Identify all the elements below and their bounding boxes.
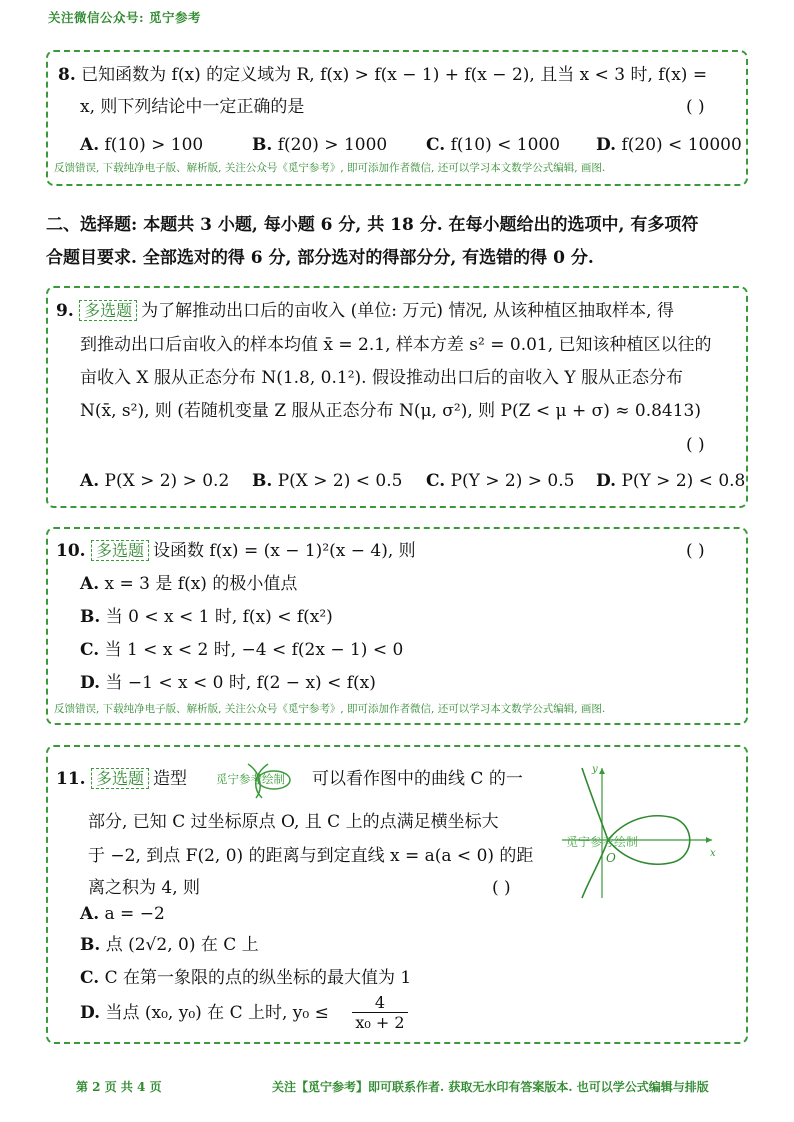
curve-c-upper-branch xyxy=(582,768,608,840)
q8-feedback-note: 反馈错误, 下载纯净电子版、解析版, 关注公众号《觅宁参考》, 即可添加作者微信, 还可以学习本文数学公式编辑, 画图. xyxy=(54,162,606,174)
option-text: P(Y > 2) > 0.5 xyxy=(450,471,575,491)
y-axis-arrow xyxy=(599,768,605,774)
q9-line2: 到推动出口后亩收入的样本均值 x̄ = 2.1, 样本方差 s² = 0.01, 已知该种植区以往的 xyxy=(80,335,712,355)
option-label: A. xyxy=(80,471,100,491)
q11-option-d-fraction xyxy=(352,994,408,1033)
q9-number: 9. xyxy=(56,301,74,321)
option-text: f(20) > 1000 xyxy=(277,135,388,155)
option-text: C 在第一象限的点的纵坐标的最大值为 1 xyxy=(104,968,412,988)
option-label: D. xyxy=(80,1003,101,1023)
q9-paren: ( ) xyxy=(686,435,705,455)
y-axis-label: y xyxy=(592,764,598,775)
q11-option-d[interactable] xyxy=(80,1002,329,1024)
q9-stem-1: 为了解推动出口后的亩收入 (单位: 万元) 情况, 从该种植区抽取样本, 得 xyxy=(141,301,674,321)
option-text: P(Y > 2) < 0.8 xyxy=(621,471,746,491)
option-label: C. xyxy=(80,640,100,660)
q11-line3: 于 −2, 到点 F(2, 0) 的距离与到定直线 x = a(a < 0) 的距 xyxy=(88,846,534,866)
option-label: B. xyxy=(80,935,101,955)
option-text: 当 −1 < x < 0 时, f(2 − x) < f(x) xyxy=(105,673,376,693)
logo-watermark-text: 觅宁参考绘制 xyxy=(216,772,285,786)
q11-line1 xyxy=(56,768,187,790)
q9-option-c[interactable] xyxy=(426,470,574,492)
option-text: f(20) < 10000 xyxy=(621,135,742,155)
curve-c-figure xyxy=(560,760,740,900)
q10-option-d[interactable] xyxy=(80,672,376,694)
option-label: A. xyxy=(80,574,100,594)
option-label: B. xyxy=(252,135,273,155)
q8-stem-1: 已知函数为 f(x) 的定义域为 R, f(x) > f(x − 1) + f(x − 2), 且当 x < 3 时, f(x) = xyxy=(81,65,708,85)
option-text: f(10) > 100 xyxy=(104,135,204,155)
option-text: 当 0 < x < 1 时, f(x) < f(x²) xyxy=(105,607,333,627)
q9-line4: N(x̄, s²), 则 (若随机变量 Z 服从正态分布 N(μ, σ²), 则 P(Z < μ + σ) ≈ 0.8413) xyxy=(80,401,702,421)
option-label: C. xyxy=(426,471,446,491)
option-label: D. xyxy=(596,135,617,155)
option-text: f(10) < 1000 xyxy=(450,135,561,155)
q10-feedback-note: 反馈错误, 下载纯净电子版、解析版, 关注公众号《觅宁参考》, 即可添加作者微信, 还可以学习本文数学公式编辑, 画图. xyxy=(54,703,606,715)
option-label: C. xyxy=(426,135,446,155)
q9-option-d[interactable] xyxy=(596,470,745,492)
q10-line1 xyxy=(56,540,416,562)
q10-option-b[interactable] xyxy=(80,606,333,628)
fraction-numerator: 4 xyxy=(352,994,408,1013)
q11-option-a[interactable] xyxy=(80,903,165,925)
option-label: A. xyxy=(80,135,100,155)
q11-paren: ( ) xyxy=(492,878,511,898)
option-text: x = 3 是 f(x) 的极小值点 xyxy=(104,574,298,594)
q8-option-a[interactable] xyxy=(80,134,203,156)
option-text: 点 (2√2, 0) 在 C 上 xyxy=(105,935,259,955)
option-text: 当点 (x₀, y₀) 在 C 上时, y₀ ≤ xyxy=(105,1003,329,1023)
q8-line2: x, 则下列结论中一定正确的是 xyxy=(80,97,305,117)
q8-option-d[interactable] xyxy=(596,134,742,156)
option-text: 当 1 < x < 2 时, −4 < f(2x − 1) < 0 xyxy=(104,640,404,660)
q9-line1 xyxy=(56,300,674,322)
q11-stem-1a: 造型 xyxy=(153,769,187,789)
q10-stem: 设函数 f(x) = (x − 1)²(x − 4), 则 xyxy=(153,541,416,561)
footer-page-number: 第 2 页 共 4 页 xyxy=(76,1080,162,1094)
option-label: D. xyxy=(596,471,617,491)
q11-number: 11. xyxy=(56,769,86,789)
q8-paren: ( ) xyxy=(686,97,705,117)
option-label: C. xyxy=(80,968,100,988)
x-axis-label: x xyxy=(710,848,716,859)
option-label: B. xyxy=(252,471,273,491)
section2-line2: 合题目要求. 全部选对的得 6 分, 部分选对的得部分分, 有选错的得 0 分. xyxy=(46,248,594,268)
multi-choice-tag: 多选题 xyxy=(91,768,149,789)
fraction-denominator: x₀ + 2 xyxy=(355,1013,405,1032)
q8-option-c[interactable] xyxy=(426,134,560,156)
option-label: B. xyxy=(80,607,101,627)
q11-line2: 部分, 已知 C 过坐标原点 O, 且 C 上的点满足横坐标大 xyxy=(88,812,499,832)
q8-option-b[interactable] xyxy=(252,134,387,156)
multi-choice-tag: 多选题 xyxy=(79,300,137,321)
shape-logo xyxy=(212,760,308,800)
origin-label: O xyxy=(606,851,616,865)
footer-promo: 关注【觅宁参考】即可联系作者. 获取无水印有答案版本. 也可以学公式编辑与排版 xyxy=(272,1080,709,1094)
q9-line3: 亩收入 X 服从正态分布 N(1.8, 0.1²). 假设推动出口后的亩收入 Y 服从正态分布 xyxy=(80,368,683,388)
q11-stem-1b: 可以看作图中的曲线 C 的一 xyxy=(312,769,523,789)
q10-option-c[interactable] xyxy=(80,639,403,661)
page-header: 关注微信公众号: 觅宁参考 xyxy=(48,10,201,25)
q10-option-a[interactable] xyxy=(80,573,297,595)
x-axis-arrow xyxy=(706,837,712,843)
option-text: P(X > 2) > 0.2 xyxy=(104,471,230,491)
q11-line4: 离之积为 4, 则 xyxy=(88,878,201,898)
q8-number: 8. xyxy=(58,65,76,85)
q9-option-a[interactable] xyxy=(80,470,229,492)
section2-line1: 二、选择题: 本题共 3 小题, 每小题 6 分, 共 18 分. 在每小题给出的选项中, 有多项符 xyxy=(46,215,699,235)
option-text: P(X > 2) < 0.5 xyxy=(277,471,403,491)
q11-option-c[interactable] xyxy=(80,967,411,989)
multi-choice-tag: 多选题 xyxy=(91,540,149,561)
figure-watermark: 觅宁参考绘制 xyxy=(566,835,639,849)
option-label: A. xyxy=(80,904,100,924)
option-text: a = −2 xyxy=(104,904,165,924)
q9-option-b[interactable] xyxy=(252,470,402,492)
q10-number: 10. xyxy=(56,541,86,561)
q10-paren: ( ) xyxy=(686,541,705,561)
option-label: D. xyxy=(80,673,101,693)
q8-line1 xyxy=(58,64,707,86)
q11-option-b[interactable] xyxy=(80,934,259,956)
